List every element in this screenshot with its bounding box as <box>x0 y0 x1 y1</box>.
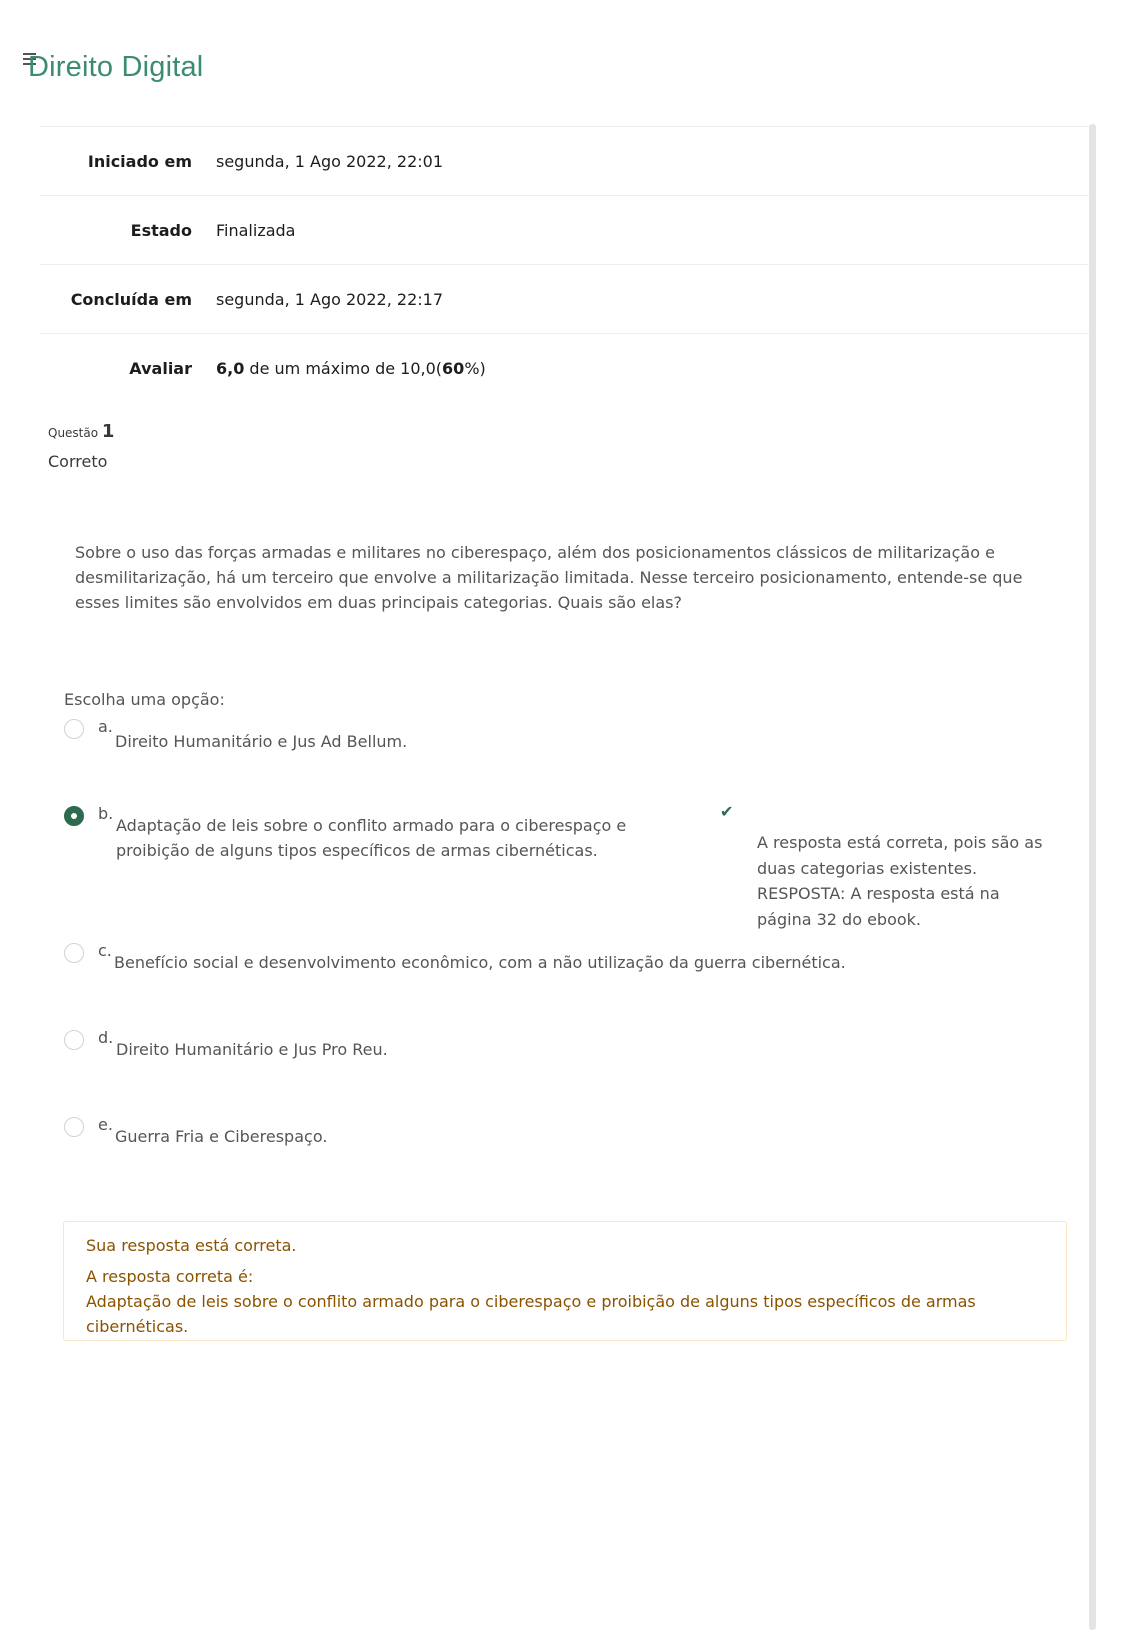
summary-label: Concluída em <box>70 289 192 309</box>
radio-button-selected[interactable] <box>64 806 84 826</box>
summary-row-completed <box>40 264 1090 333</box>
option-letter: b. <box>98 804 114 823</box>
option-letter: c. <box>98 941 112 960</box>
scrollbar[interactable] <box>1089 124 1096 1630</box>
option-text[interactable]: Direito Humanitário e Jus Ad Bellum. <box>115 732 408 751</box>
attempt-summary-table <box>40 126 1090 402</box>
radio-button[interactable] <box>64 1030 84 1050</box>
option-letter: d. <box>98 1028 114 1047</box>
radio-button[interactable] <box>64 943 84 963</box>
option-text[interactable]: Guerra Fria e Ciberespaço. <box>115 1127 328 1146</box>
radio-button[interactable] <box>64 1117 84 1137</box>
summary-value: segunda, 1 Ago 2022, 22:01 <box>216 151 443 171</box>
summary-value: Finalizada <box>216 220 296 240</box>
option-text[interactable]: Adaptação de leis sobre o conflito armado para o ciberespaço e proibição de alguns tipos específicos de armas cibernéticas. <box>116 816 627 860</box>
question-info <box>48 421 114 471</box>
grade-middle: de um máximo de 10,0( <box>244 358 443 378</box>
answer-prompt: Escolha uma opção: <box>64 690 225 709</box>
question-text: Sobre o uso das forças armadas e militares no ciberespaço, além dos posicionamentos clássicos de militarização e desmilitarização, há um terceiro que envolve a militarização limitada. Nesse terceiro posicionamento, entende-se que esses limites são envolvidos em duas principais categorias. Quais são elas? <box>75 543 1023 612</box>
summary-label: Avaliar <box>129 358 192 378</box>
question-state: Correto <box>48 452 108 471</box>
summary-row-state <box>40 195 1090 264</box>
summary-row-started <box>40 126 1090 195</box>
summary-label: Iniciado em <box>87 151 192 171</box>
question-label: Questão <box>48 426 99 440</box>
option-letter: e. <box>98 1115 113 1134</box>
course-title: Direito Digital <box>28 51 204 83</box>
question-number <box>48 421 114 442</box>
option-letter: a. <box>98 717 113 736</box>
grade-points: 6,0 <box>216 358 245 378</box>
summary-row-grade <box>40 333 1090 402</box>
correct-check-icon: ✔ <box>720 802 734 821</box>
summary-label: Estado <box>130 220 192 240</box>
radio-button[interactable] <box>64 719 84 739</box>
outcome-feedback-box <box>63 1221 1067 1341</box>
grade-value <box>216 359 486 378</box>
grade-suffix: %) <box>464 358 486 378</box>
option-text[interactable]: Direito Humanitário e Jus Pro Reu. <box>116 1040 388 1059</box>
right-answer-text: Adaptação de leis sobre o conflito armado para o ciberespaço e proibição de alguns tipos específicos de armas cibernéticas. <box>86 1292 976 1336</box>
option-text[interactable]: Benefício social e desenvolvimento econômico, com a não utilização da guerra cibernética. <box>114 953 846 972</box>
question-number-value: 1 <box>101 421 115 442</box>
outcome-status: Sua resposta está correta. <box>86 1236 297 1255</box>
specific-feedback: A resposta está correta, pois são as duas categorias existentes. RESPOSTA: A resposta está na página 32 do ebook. <box>757 833 1043 929</box>
grade-percent: 60 <box>442 358 465 378</box>
summary-value: segunda, 1 Ago 2022, 22:17 <box>216 289 443 309</box>
right-answer-label: A resposta correta é: <box>86 1267 254 1286</box>
